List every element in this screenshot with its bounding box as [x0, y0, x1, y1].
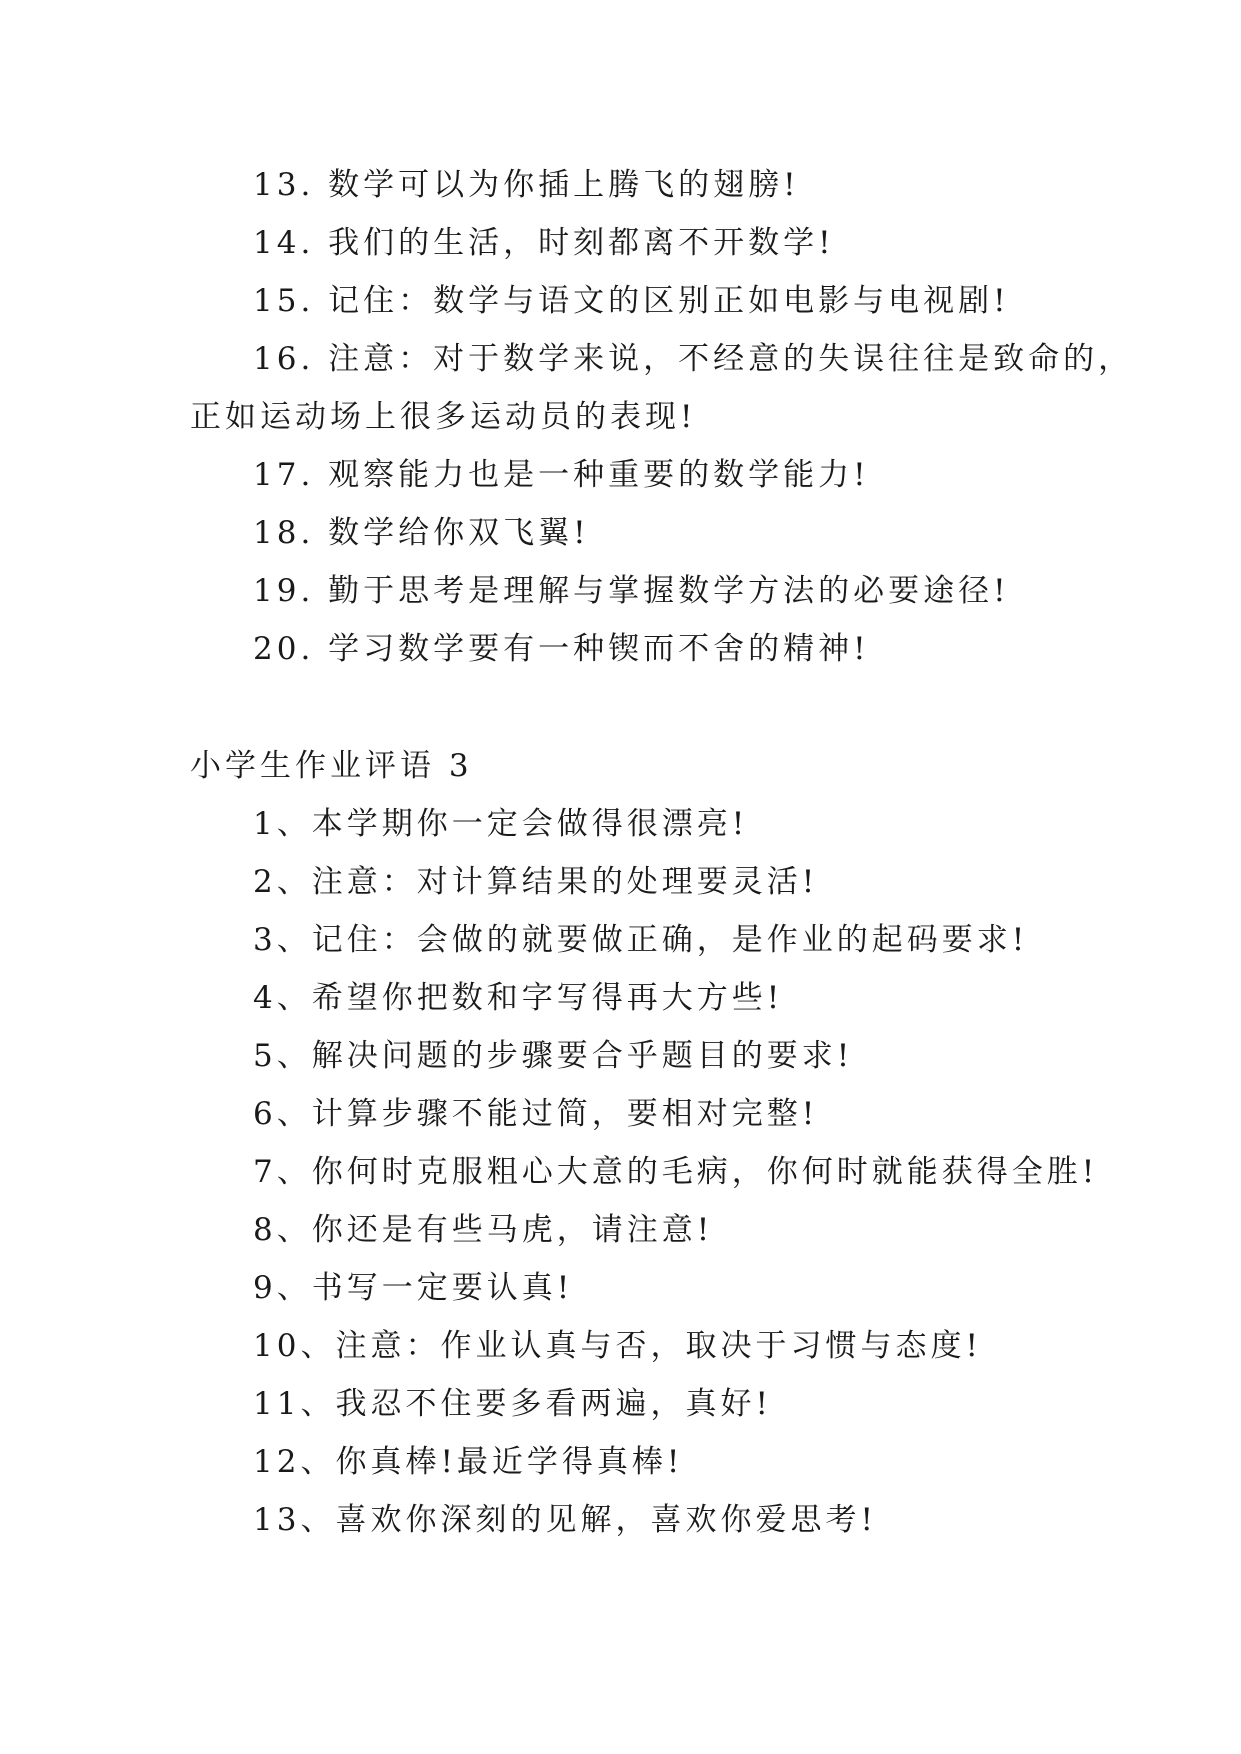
list-item-continuation: 正如运动场上很多运动员的表现!: [190, 399, 697, 435]
list-item: 1、本学期你一定会做得很漂亮!: [253, 806, 749, 842]
list-item: 5、解决问题的步骤要合乎题目的要求!: [253, 1038, 854, 1074]
list-item: 18. 数学给你双飞翼!: [253, 515, 590, 551]
list-item: 19. 勤于思考是理解与掌握数学方法的必要途径!: [253, 573, 1010, 609]
list-item: 4、希望你把数和字写得再大方些!: [253, 980, 784, 1016]
list-item: 8、你还是有些马虎，请注意!: [253, 1212, 714, 1248]
list-item: 16. 注意：对于数学来说，不经意的失误往往是致命的，: [253, 341, 1134, 377]
list-item: 13、喜欢你深刻的见解，喜欢你爱思考!: [253, 1502, 877, 1538]
section-heading: 小学生作业评语 3: [190, 748, 473, 784]
list-item: 20. 学习数学要有一种锲而不舍的精神!: [253, 631, 870, 667]
list-item: 17. 观察能力也是一种重要的数学能力!: [253, 457, 870, 493]
list-item: 15. 记住：数学与语文的区别正如电影与电视剧!: [253, 283, 1010, 319]
list-item: 11、我忍不住要多看两遍，真好!: [253, 1386, 772, 1422]
list-item: 6、计算步骤不能过简，要相对完整!: [253, 1096, 819, 1132]
list-item: 2、注意：对计算结果的处理要灵活!: [253, 864, 819, 900]
list-item: 10、注意：作业认真与否，取决于习惯与态度!: [253, 1328, 982, 1364]
list-item: 13. 数学可以为你插上腾飞的翅膀!: [253, 167, 800, 203]
list-item: 3、记住：会做的就要做正确，是作业的起码要求!: [253, 922, 1029, 958]
list-item: 9、书写一定要认真!: [253, 1270, 574, 1306]
list-item: 14. 我们的生活，时刻都离不开数学!: [253, 225, 835, 261]
list-item: 12、你真棒!最近学得真棒!: [253, 1444, 684, 1480]
list-item: 7、你何时克服粗心大意的毛病，你何时就能获得全胜!: [253, 1154, 1099, 1190]
